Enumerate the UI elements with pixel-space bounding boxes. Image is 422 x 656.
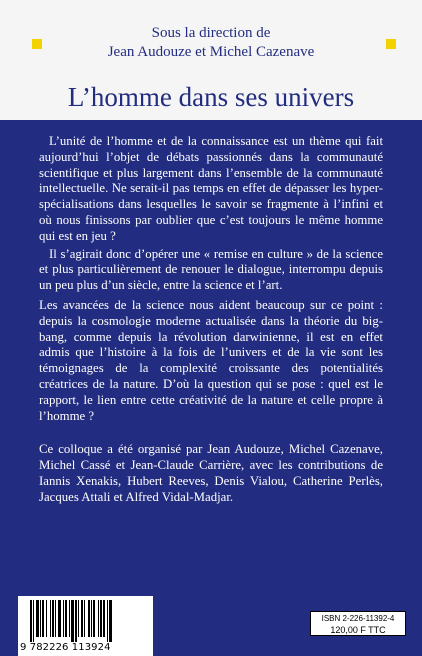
description-paragraph-4: Ce colloque a été organisé par Jean Audouze, Michel Cazenave, Michel Cassé et Jean-Claude Carrière, avec les contributions de Iannis Xenakis, Hubert Reeves, Denis Vialou, Catherine Perlès, Jacques Attali et Alfred Vidal-Madjar.	[39, 442, 383, 504]
isbn-text: ISBN 2-226-11392-4	[321, 614, 395, 623]
barcode-bar	[33, 600, 34, 642]
book-title: L’homme dans ses univers	[67, 82, 355, 112]
isbn-price-box	[310, 611, 406, 636]
barcode-bars-icon	[28, 600, 146, 642]
header-band	[0, 0, 422, 120]
barcode-bar	[103, 600, 105, 637]
barcode-bar	[58, 600, 61, 637]
barcode-bar	[71, 600, 74, 642]
direction-line: Sous la direction de	[151, 25, 271, 41]
barcode-bar	[52, 600, 54, 637]
description-paragraph-3: Les avancées de la science nous aident beaucoup sur ce point : depuis la cosmologie moderne actualisée dans la théorie du big-bang, comme depuis la révolution darwinienne, il est en effet admis que l’histoire à la fois de l’univers et de la vie sont les témoignages de la complexité croissante des potentialités créatrices de la nature. D’où la question qui se pose : quel est le rapport, le lien entre cette créativité de la nature et celle propre à l’homme ?	[39, 297, 383, 423]
barcode-bar	[93, 600, 95, 637]
barcode-bar	[30, 600, 32, 642]
barcode-bar	[40, 600, 41, 637]
barcode-bar	[63, 600, 64, 637]
barcode-bar	[50, 600, 51, 637]
barcode-bar	[91, 600, 92, 637]
editors-line: Jean Audouze et Michel Cazenave	[107, 44, 315, 60]
barcode-digits: 9 782226 113924	[20, 642, 111, 653]
barcode-bar	[84, 600, 85, 637]
price-text: 120,00 F TTC	[330, 625, 386, 635]
barcode-bar	[69, 600, 70, 637]
barcode-bar	[36, 600, 39, 637]
barcode-bar	[46, 600, 47, 637]
barcode-bar	[65, 600, 67, 637]
description-paragraph-2: Il s’agirait donc d’opérer une « remise en culture » de la science et plus particulièrement de renouer le dialogue, interrompu depuis un peu plus d’un siècle, entre la science et l’art.	[39, 246, 383, 293]
barcode-bar	[98, 600, 99, 637]
barcode-bar	[81, 600, 83, 637]
barcode-bar	[42, 600, 44, 637]
barcode-bar	[109, 600, 112, 642]
barcode-bar	[88, 600, 90, 637]
barcode-bar	[55, 600, 56, 637]
description-paragraph-1: L’unité de l’homme et de la connaissance est un thème qui fait aujourd’hui l’objet de débats passionnés dans la communauté scientifique et plus largement dans l’ensemble de la communauté intellectuelle. Ne serait-il pas temps en effet de dépasser les hyper-spécialisations dans lesquelles le savoir se fragmente à l’infini et où nous finissons par oublier que c’est toujours le même homme qui est en jeu ?	[39, 134, 383, 243]
barcode-bar	[78, 600, 79, 637]
barcode-bar	[75, 600, 77, 642]
back-cover-description	[39, 134, 383, 506]
barcode-bar	[107, 600, 108, 642]
barcode-panel	[18, 596, 153, 656]
barcode-bar	[100, 600, 102, 637]
